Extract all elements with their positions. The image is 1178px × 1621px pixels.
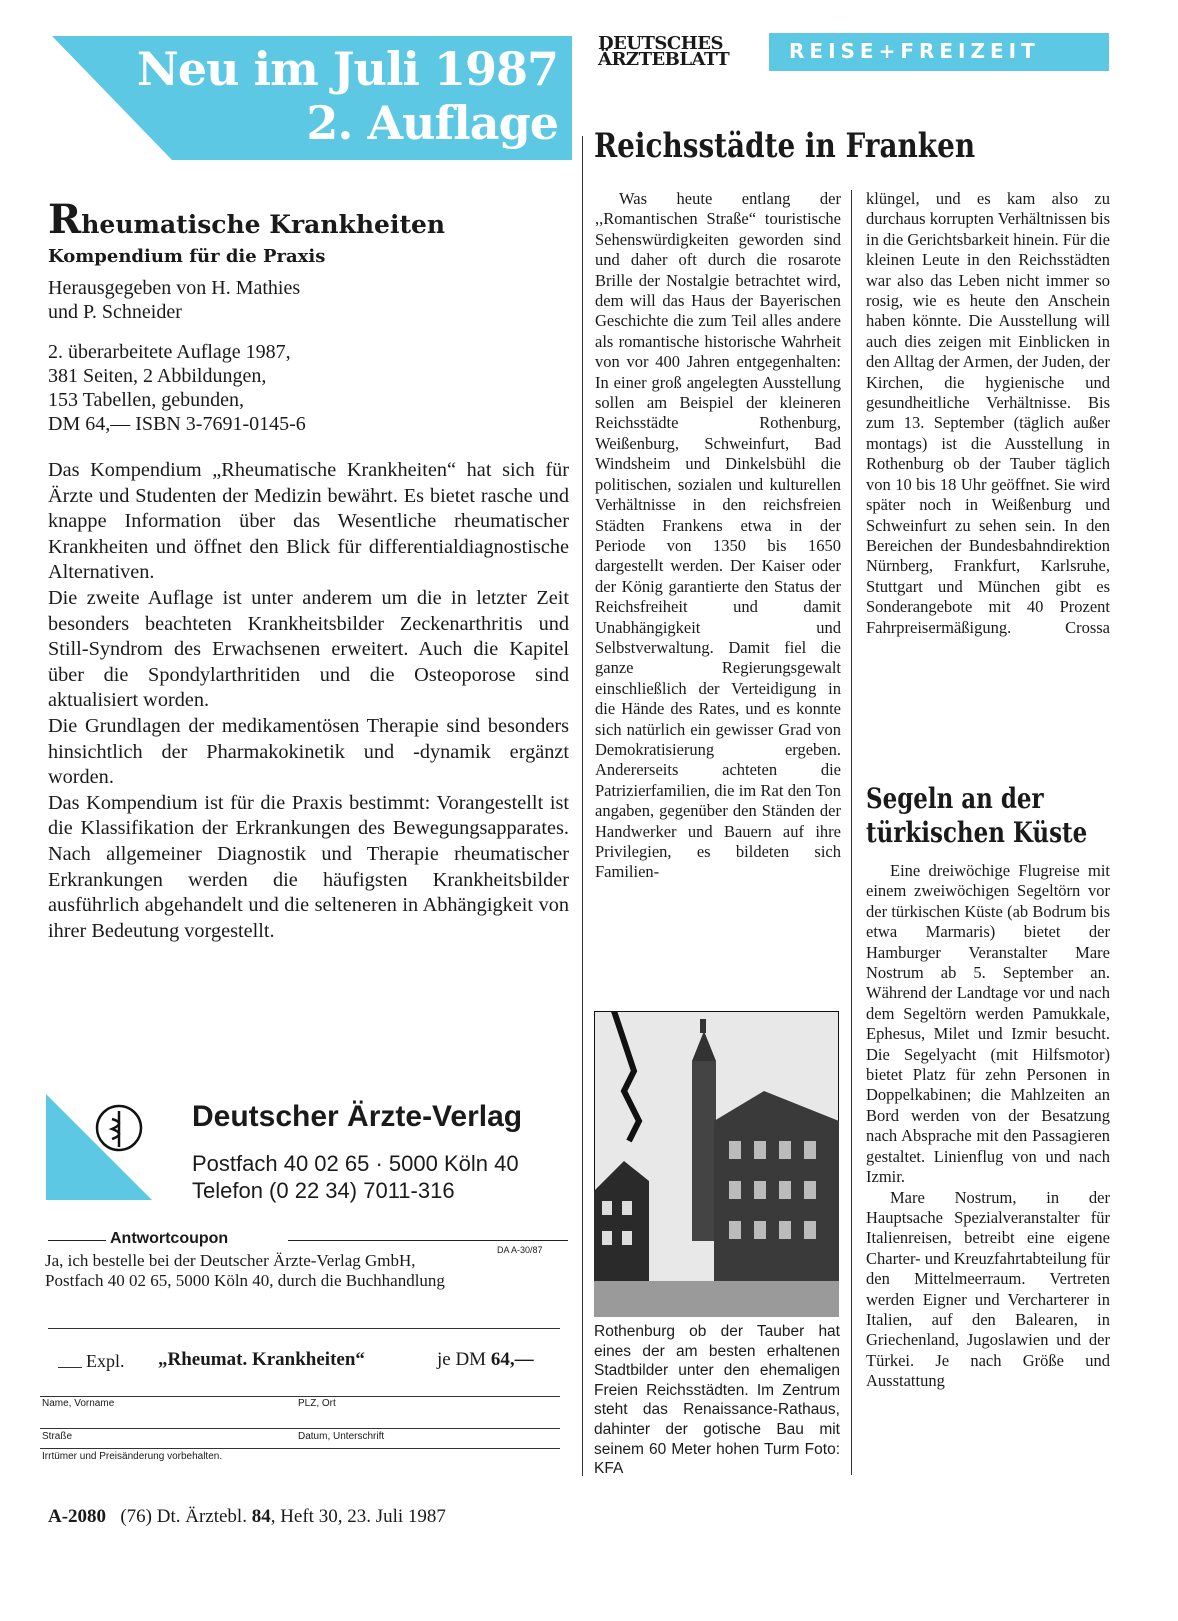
book-editor bbox=[48, 276, 468, 324]
publisher-name: Deutscher Ärzte-Verlag bbox=[192, 1100, 523, 1133]
name-field-label: Name, Vorname bbox=[42, 1398, 115, 1409]
article-2-headline-line: türkischen Küste bbox=[866, 816, 1088, 849]
price-value: 64,— bbox=[490, 1349, 534, 1370]
book-description bbox=[48, 458, 569, 944]
publisher-address bbox=[192, 1150, 519, 1204]
article-column-1 bbox=[595, 189, 841, 883]
article-headline: Reichsstädte in Franken bbox=[594, 126, 976, 166]
coupon-title: Antwortcoupon bbox=[106, 1230, 232, 1248]
coupon-reference: DA A-30/87 bbox=[497, 1245, 543, 1255]
coupon-field-line bbox=[40, 1396, 560, 1397]
coupon-disclaimer: Irrtümer und Preisänderung vorbehalten. bbox=[42, 1451, 223, 1462]
coupon-text-line: Postfach 40 02 65, 5000 Köln 40, durch die Buchhandlung bbox=[45, 1271, 445, 1290]
coupon-text-line: Ja, ich bestelle bei der Deutscher Ärzte-Verlag GmbH, bbox=[45, 1251, 416, 1270]
banner-line-1: Neu im Juli 1987 bbox=[136, 42, 558, 96]
book-details bbox=[48, 340, 468, 436]
coupon-header bbox=[48, 1230, 568, 1250]
magazine-logo-line-1: DEUTSCHES bbox=[598, 33, 723, 54]
book-details-line: 2. überarbeitete Auflage 1987, bbox=[48, 341, 291, 363]
article-2-headline-line: Segeln an der bbox=[866, 782, 1044, 815]
article-2-headline bbox=[866, 782, 1087, 850]
banner-line-2: 2. Auflage bbox=[306, 96, 558, 150]
book-title-initial: R bbox=[48, 196, 82, 243]
footer-volume: 84 bbox=[251, 1506, 271, 1527]
photo-caption: Rothenburg ob der Tauber hat eines der am besten erhaltenen Stadtbilder unter den ehemaligen Freien Reichsstädten. Im Zentrum steht das Renaissance-Rathaus, dahinter der gotische Bau mit seinem 60 Meter hohen Turm Foto: KFA bbox=[594, 1323, 840, 1478]
footer-journal: (76) Dt. Ärztebl. bbox=[120, 1506, 247, 1527]
page-footer bbox=[48, 1506, 446, 1528]
coupon-rule bbox=[288, 1240, 568, 1241]
magazine-logo-line-2: ÄRZTEBLATT bbox=[598, 49, 730, 70]
book-details-line: 381 Seiten, 2 Abbildungen, bbox=[48, 365, 267, 387]
order-price bbox=[437, 1349, 534, 1371]
book-subtitle: Kompendium für die Praxis bbox=[48, 246, 326, 267]
coupon-rule bbox=[48, 1240, 108, 1241]
book-editor-line: und P. Schneider bbox=[48, 301, 182, 323]
article-text: Was heute entlang der ,,Romantischen Straße“ touristische Sehenswürdigkeiten geworden sind und daher oft durch die rosarote Brille der Nostalgie betrachtet wird, dem will das Haus der Bayerischen Geschichte die zum Teil alles andere als romantische historische Wahrheit von vor 400 Jahren entgegenhalten: In einer groß angelegten Ausstellung sollen am Beispiel der kleineren Reichsstädte Rothenburg, Weißenburg, Schweinfurt, Bad Windsheim und Dinkelsbühl die politischen, sozialen und kulturellen Verhältnisse in den reichsfreien Städten Frankens etwa in der Periode von 1350 bis 1650 dargestellt werden. Der Kaiser oder der König garantierte den Status der Reichsfreiheit und damit Unabhängigkeit und Selbstverwaltung. Damit fiel die ganze Regierungsgewalt einschließlich der Verteidigung in die Hände des Rates, und es konnte sich natürlich ein gewisser Grad von Demokratisierung ergeben. Andererseits achteten die Patrizierfamilien, die im Rat den Ton angaben, gegenüber den Ständen der Handwerker und Bauern auf ihre Privilegien, es bildeten sich Familien- bbox=[595, 189, 841, 882]
name-input-line[interactable] bbox=[40, 1428, 560, 1429]
book-title bbox=[48, 196, 568, 243]
book-title-rest: heumatische Krankheiten bbox=[81, 210, 446, 239]
order-item: „Rheumat. Krankheiten“ bbox=[158, 1349, 365, 1370]
publisher-address-line: Telefon (0 22 34) 7011-316 bbox=[192, 1178, 455, 1203]
aesculapian-staff-icon bbox=[94, 1103, 144, 1153]
plz-field-label: PLZ, Ort bbox=[298, 1398, 336, 1409]
page-number: A-2080 bbox=[48, 1506, 107, 1527]
publisher-address-line: Postfach 40 02 65 · 5000 Köln 40 bbox=[192, 1151, 519, 1176]
quantity-field[interactable] bbox=[58, 1367, 82, 1368]
author-signature: Crossa bbox=[1065, 617, 1110, 637]
article-2-column bbox=[866, 861, 1110, 1392]
street-field-label: Straße bbox=[42, 1431, 73, 1442]
article-column-2 bbox=[866, 189, 1110, 638]
book-description-paragraph: Die zweite Auflage ist unter anderem um die in letzter Zeit besonders beachteten Krankheitsbilder Zeckenarthritis und Still-Syndrom des Erwachsenen erweitert. Auch die Kapitel über die Spondylarthritiden und die Osteoporose sind aktualisiert worden. bbox=[48, 586, 569, 712]
coupon-text bbox=[45, 1251, 515, 1291]
article-2-paragraph: Eine dreiwöchige Flugreise mit einem zweiwöchigen Segeltörn vor der türkischen Küste (ab Bodrum bis etwa Marmaris) bietet der Hamburger Veranstalter Mare Nostrum ab 5. September an. Während der Landtage vor und nach dem Segeltörn werden Pamukkale, Ephesus, Milet und Izmir besucht. Die Segelyacht (mit Hilfsmotor) bietet Platz für zehn Personen in Doppelkabinen; die Mahlzeiten an Bord werden von der Besatzung nach Absprache mit den Passagieren gestaltet. Linienflug von und nach Izmir. bbox=[866, 861, 1110, 1187]
rothenburg-photo bbox=[594, 1011, 839, 1317]
date-field-label: Datum, Unterschrift bbox=[298, 1431, 385, 1442]
magazine-logo bbox=[598, 33, 730, 70]
new-edition-banner bbox=[52, 36, 572, 160]
coupon-field-line bbox=[48, 1328, 560, 1329]
section-rubric-label: REISE+FREIZEIT bbox=[789, 39, 1040, 63]
book-description-paragraph: Das Kompendium „Rheumatische Krankheiten“ hat sich für Ärzte und Studenten der Medizin bewährt. Es bietet rasche und knappe Information über das Wesentliche rheumatischer Krankheiten und öffnet den Blick für differentialdiagnostische Alternativen. bbox=[48, 459, 569, 584]
book-description-paragraph: Das Kompendium ist für die Praxis bestimmt: Vorangestellt ist die Klassifikation der Erkrankungen des Bewegungsapparates. Nach allgemeiner Diagnostik und Therapie rheumatischer Erkrankungen werden die häufigsten Krankheitsbilder ausführlich abgehandelt und die selteneren in Abhängigkeit von ihrer Bedeutung vorgestellt. bbox=[48, 791, 569, 942]
street-input-line[interactable] bbox=[40, 1448, 560, 1449]
price-prefix: je DM bbox=[437, 1349, 487, 1370]
quantity-label: Expl. bbox=[86, 1351, 125, 1371]
footer-issue: , Heft 30, 23. Juli 1987 bbox=[270, 1506, 446, 1527]
column-divider bbox=[851, 190, 852, 1475]
book-details-line: 153 Tabellen, gebunden, bbox=[48, 389, 244, 411]
article-2-paragraph: Mare Nostrum, in der Hauptsache Spezialveranstalter für Italienreisen, betreibt eine eigene Charter- und Kreuzfahrtabteilung für den Mittelmeerraum. Vertreten werden Eigner und Vercharterer in Italien, auf den Balearen, in Griechenland, Jugoslawien und der Türkei. Je nach Größe und Ausstattung bbox=[866, 1187, 1110, 1391]
article-text-body: klüngel, und es kam also zu durchaus korrupten Verhältnissen bis in die Gerichtsbarkeit hinein. Für die kleinen Leute in den Reichsstädten war also das Leben nicht immer so rosig, wie es heute den Anschein haben könnte. Die Ausstellung will auch dies zeigen mit Einblicken in den Alltag der Armen, der Juden, der Kirchen, die hygienische und gesundheitliche Verhältnisse. Bis zum 13. September (täglich außer montags) ist die Ausstellung in Rothenburg ob der Tauber täglich von 10 bis 18 Uhr geöffnet. Sie wird später noch in Weißenburg und Schweinfurt zu sehen sein. In den Bereichen der Bundesbahndirektion Nürnberg, Frankfurt, Karlsruhe, Stuttgart und München gibt es Sonderangebote mit 40 Prozent Fahrpreisermäßigung. bbox=[866, 189, 1110, 637]
column-divider bbox=[582, 136, 583, 1476]
book-details-line: DM 64,— ISBN 3-7691-0145-6 bbox=[48, 413, 306, 435]
section-rubric bbox=[769, 33, 1109, 71]
book-description-paragraph: Die Grundlagen der medikamentösen Therapie sind besonders hinsichtlich der Pharmakokinetik und -dynamik ergänzt worden. bbox=[48, 714, 569, 789]
book-editor-line: Herausgegeben von H. Mathies bbox=[48, 277, 301, 299]
article-text bbox=[866, 189, 1110, 638]
